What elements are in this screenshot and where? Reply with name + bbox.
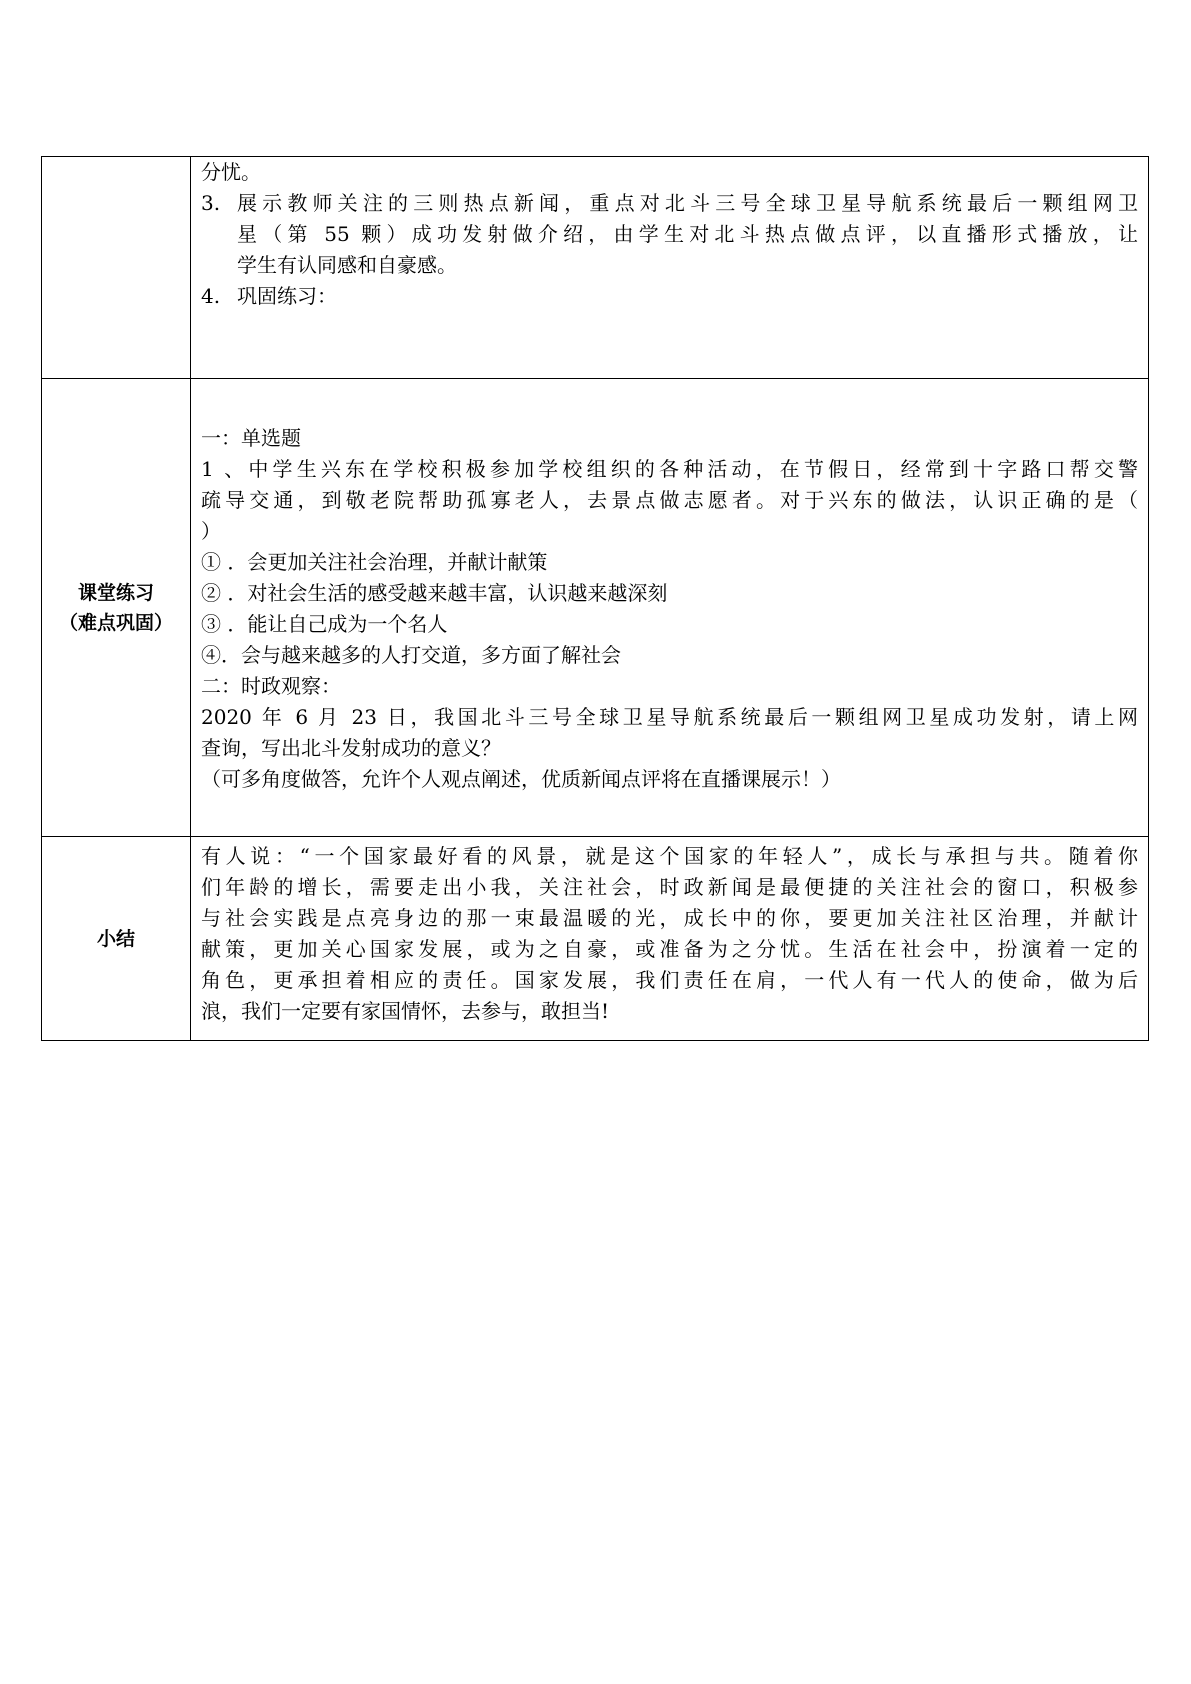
lesson-plan-table xyxy=(41,156,1149,1041)
section-heading-single-choice: 一：单选题 xyxy=(201,426,301,450)
content-line: 展示教师关注的三则热点新闻，重点对北斗三号全球卫星导航系统最后一颗组网卫 xyxy=(237,191,1138,215)
question-text: 1 、中学生兴东在学校积极参加学校组织的各种活动，在节假日，经常到十字路口帮交警 xyxy=(201,457,1138,481)
current-affairs-text: 查询，写出北斗发射成功的意义？ xyxy=(201,736,501,760)
table-row-classroom-practice xyxy=(42,379,1149,837)
summary-text: 浪，我们一定要有家国情怀，去参与，敢担当! xyxy=(201,999,610,1023)
row-label-line: 课堂练习 xyxy=(77,581,154,604)
option-4: ④．会与越来越多的人打交道，多方面了解社会 xyxy=(201,643,621,667)
section-heading-current-affairs: 二：时政观察： xyxy=(201,674,341,698)
option-3: ③ ．能让自己成为一个名人 xyxy=(201,612,448,636)
summary-text: 献策，更加关心国家发展，或为之自豪，或准备为之分忧。生活在社会中，扮演着一定的 xyxy=(201,937,1138,961)
row-label-summary xyxy=(42,837,191,1041)
row-content-classroom-practice xyxy=(191,379,1149,837)
table-row-teaching-process xyxy=(42,157,1149,379)
row-label-classroom-practice xyxy=(42,379,191,837)
current-affairs-note: （可多角度做答，允许个人观点阐述，优质新闻点评将在直播课展示！） xyxy=(201,767,841,791)
current-affairs-text: 2020 年 6 月 23 日，我国北斗三号全球卫星导航系统最后一颗组网卫星成功发射，请上网 xyxy=(201,705,1138,729)
item-number: 4. xyxy=(201,284,221,308)
numbered-item-4 xyxy=(201,281,1138,312)
option-2: ② ．对社会生活的感受越来越丰富，认识越来越深刻 xyxy=(201,581,668,605)
summary-text: 与社会实践是点亮身边的那一束最温暖的光，成长中的你，要更加关注社区治理，并献计 xyxy=(201,906,1138,930)
row-label-empty xyxy=(42,157,191,379)
row-content-summary xyxy=(191,837,1149,1041)
content-line: 分忧。 xyxy=(201,160,261,184)
question-text: 疏导交通，到敬老院帮助孤寡老人，去景点做志愿者。对于兴东的做法，认识正确的是（ xyxy=(201,488,1138,512)
content-line: 星（第 55 颗）成功发射做介绍，由学生对北斗热点做点评，以直播形式播放，让 xyxy=(237,222,1138,246)
content-line: 巩固练习： xyxy=(237,284,337,308)
numbered-item-3 xyxy=(201,188,1138,219)
content-line: 学生有认同感和自豪感。 xyxy=(237,253,457,277)
item-number: 3. xyxy=(201,191,221,215)
option-1: ① ．会更加关注社会治理，并献计献策 xyxy=(201,550,548,574)
summary-text: 有人说：“一个国家最好看的风景，就是这个国家的年轻人”，成长与承担与共。随着你 xyxy=(201,844,1138,868)
summary-text: 角色，更承担着相应的责任。国家发展，我们责任在肩，一代人有一代人的使命，做为后 xyxy=(201,968,1138,992)
table-row-summary xyxy=(42,837,1149,1041)
question-text: ） xyxy=(201,519,221,543)
row-label-line: （难点巩固） xyxy=(58,611,173,634)
row-content-teaching-process xyxy=(191,157,1149,379)
summary-text: 们年龄的增长，需要走出小我，关注社会，时政新闻是最便捷的关注社会的窗口，积极参 xyxy=(201,875,1138,899)
row-label-line: 小结 xyxy=(96,927,135,950)
